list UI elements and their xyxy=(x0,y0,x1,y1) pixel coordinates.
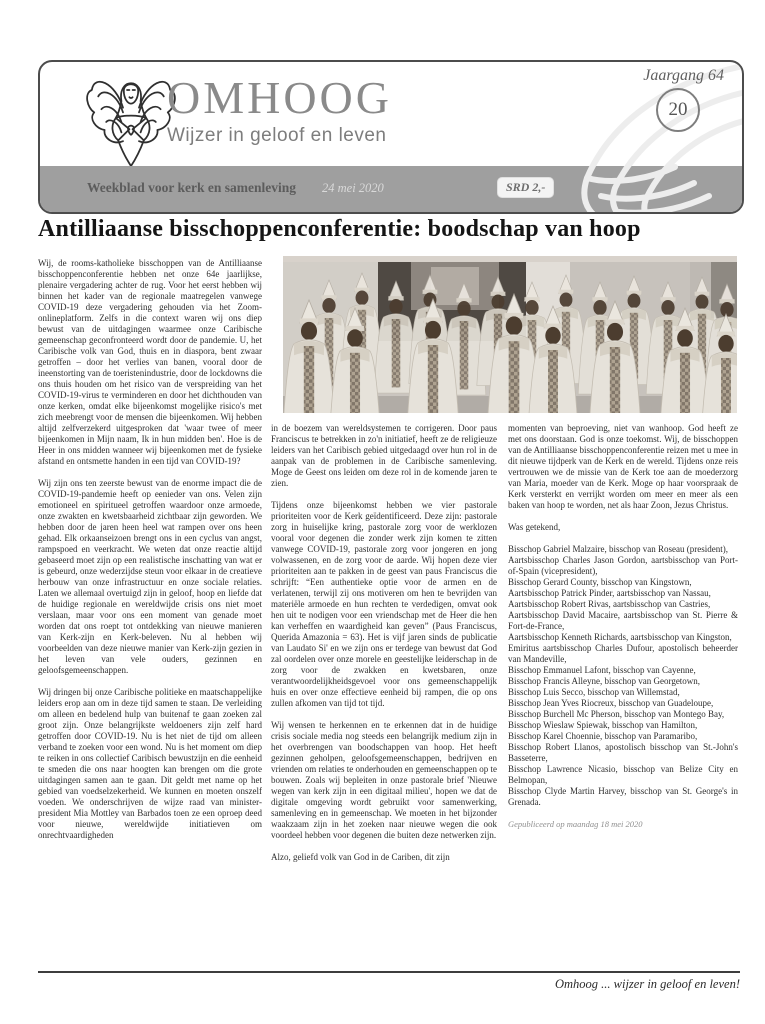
paragraph: momenten van beproeving, niet van wanhoop. God heeft ze met ons doorstaan. God is onze toekomst. Wij, de bisschoppen van de Antilliaanse bisschoppenconferentie reizen met u mee in dit nieuwe tijdperk van de Kerk en de wereld. Tijdens onze reis vertrouwen we de missie van de Kerk toe aan de moederzorg van Maria, moeder van de Kerk. Moge op haar voorspraak de Kerk versterkt en verrijkt worden om meer en meer als een baken van hoop te worden, net als haar Zoon, Jezus Christus. xyxy=(508,423,738,510)
signatory-line: Bisschop Wieslaw Spiewak, bisschop van Hamilton, xyxy=(508,720,698,730)
footer-motto: Omhoog ... wijzer in geloof en leven! xyxy=(554,977,740,991)
article-body xyxy=(38,256,740,972)
article-headline: Antilliaanse bisschoppenconferentie: boodschap van hoop xyxy=(38,216,641,242)
paper-subtitle: Wijzer in geloof en leven xyxy=(167,125,387,146)
paragraph: Was getekend, xyxy=(508,522,561,532)
paper-title: OMHOOG xyxy=(167,72,392,123)
paragraph: Alzo, geliefd volk van God in de Cariben, dit zijn xyxy=(271,852,450,862)
signatory-line: Bisschop Francis Alleyne, bisschop van Georgetown, xyxy=(508,676,701,686)
signatory-line: Bisschop Emmanuel Lafont, bisschop van Cayenne, xyxy=(508,665,696,675)
signatory-line: Bisschop Gabriel Malzaire, bisschop van Roseau (president), xyxy=(508,544,728,554)
issue-number: 20 xyxy=(668,99,688,120)
price-badge: SRD 2,- xyxy=(497,177,554,198)
article-column-2 xyxy=(271,423,497,874)
paragraph: Wij dringen bij onze Caribische politieke en maatschappelijke leiders erop aan om in deze tijd samen te staan. De verleiding om alleen en bedelend hulp van buitenaf te gaan zoeken zal groot zijn. Onze belangrijkste weldoeners zijn zelf hard getroffen door COVID-19. Nu is het niet de tijd om alleen verband te zoeken voor een wond. Nu is het moment om diep te reiken in ons collectief Caribisch bewustzijn en die eenheid te smeden die ons naar hoogten kan brengen om die grote uitdagingen samen aan te gaan. Dit geldt met name op het gebied van voedselzekerheid. We kunnen en moeten onszelf voeden. We onderschrijven de wijze raad van minister-president Mia Mottley van Barbados toen ze een oproep deed voor nieuwe, wereldwijde initiatieven om onrechtvaardigheden xyxy=(38,687,262,840)
masthead xyxy=(38,60,744,214)
signatory-line: Bisschop Gerard County, bisschop van Kingstown, xyxy=(508,577,692,587)
paragraph: Wij wensen te herkennen en te erkennen dat in de huidige crisis sociale media nog steeds een belangrijk medium zijn in het overbrengen van boodschappen van hoop. Het heeft gezinnen geholpen, geloofsgemeenschappen, bedrijven en vrienden om relaties te onderhouden en gemeenschappen op te bouwen. Zoals wij bepleiten in onze pastorale brief 'Nieuwe wegen van kerk zijn in een digitaal milieu', hopen we dat de digitale omgeving wordt gebruikt voor samenwerking, samenleving en in gemeenschap. We moeten in het bijzonder waakzaam zijn in het zoeken naar nieuwe wegen die ook voordeel hebben voor degenen die buiten deze netwerken zijn. xyxy=(271,720,497,840)
issue-number-badge xyxy=(656,88,700,132)
signatory-line: Bisschop Karel Choennie, bisschop van Paramaribo, xyxy=(508,731,698,741)
signatory-line: Emiritus aartsbisschop Charles Dufour, apostolisch beheerder van Mandeville, xyxy=(508,643,738,664)
signatory-line: Aartsbisschop Patrick Pinder, aartsbisschop van Nassau, xyxy=(508,588,711,598)
article-column-1 xyxy=(38,258,262,852)
paragraph: Tijdens onze bijeenkomst hebben we vier pastorale prioriteiten voor de Kerk geïdentificeerd. Deze zijn: pastorale zorg in huiselijke kring, pastorale zorg voor de werklozen vooral voor degenen die zonder werk zijn komen te zitten vanwege COVID-19, pastorale zorg voor jongeren en jong volwassenen, en de zorg voor de aarde. Wij hopen deze vier prioriteiten aan te pakken in de geest van paus Franciscus die schrijft: “Een authentieke optie voor de armen en de verlatenen, terwijl zij ons motiveren om hen te bevrijden van materiële armoede en hun rechten te verdedigen, omvat ook hen uit te nodigen voor een vriendschap met de Heer die hen kan verheffen en waardigheid kan geven” (Paus Franciscus, Querida Amazonia = 63). Het is vijf jaren sinds de publicatie van Laudato Si' en we zijn ons er terdege van bewust dat God zal oordelen over onze morele en geestelijke leiderschap in de zorg voor de zwakken en kwetsbaren, onze verantwoordelijkheidsgevoel voor ons gemeenschappelijk huis en over onze effectieve eenheid bij rampen, die op ons zullen afkomen van tijd tot tijd. xyxy=(271,500,497,708)
signatory-line: Aartsbisschop Robert Rivas, aartsbisschop van Castries, xyxy=(508,599,711,609)
bishops-group-photo xyxy=(283,256,737,413)
signatory-line: Bisschop Burchell Mc Pherson, bisschop van Montego Bay, xyxy=(508,709,725,719)
column-3-paragraphs xyxy=(508,423,738,533)
published-note: Gepubliceerd op maandag 18 mei 2020 xyxy=(508,819,643,829)
paragraph: Wij, de rooms-katholieke bisschoppen van de Antilliaanse bisschoppenconferentie hebben net onze 64e jaarlijkse, plenaire vergadering achter de rug. Voor het eerst hebben wij binnen het kader van de regionale maatregelen vanwege COVID-19 deze vergadering gehouden via het Zoom-onlineplatform. Zelfs in die context waren wij ons diep bewust van de uitdagingen waarmee onze Caribische gemeenschap geconfronteerd wordt door de pandemie. U, het Caribische volk van God, thuis en in diaspora, bent zwaar getroffen – door het verlies van banen, vooral door de ineenstorting van de toeristenindustrie, door de lockdowns die ons thuis houden om het risico van de verspreiding van het COVID-19-virus te verminderen en door het dichthouden van onze kerken, omdat elke bijeenkomst mogelijke risico's met zich meebrengt voor de mensen die bijeenkomen. Wij hebben altijd zelfverzekerd uitgesproken dat 'waar twee of meer bijeenkomen in Mijn naam, Ik in hun midden ben'. Hoe is de Heer in ons midden wanneer wij bijeenkomen met de fysieke afstand en ontsmette handen in een tijd van COVID-19? xyxy=(38,258,262,466)
bishops-photo-graphic xyxy=(283,256,737,413)
article-column-3 xyxy=(508,423,738,830)
signatory-line: Aartsbisschop David Macaire, aartsbisschop van St. Pierre & Fort-de-France, xyxy=(508,610,738,631)
volume-label: Jaargang 64 xyxy=(643,67,724,84)
banner-tagline: Weekblad voor kerk en samenleving xyxy=(87,180,297,195)
signatory-line: Bisschop Lawrence Nicasio, bisschop van Belize City en Belmopan, xyxy=(508,764,738,785)
signatory-line: Bisschop Clyde Martin Harvey, bisschop van St. George's in Grenada. xyxy=(508,786,738,807)
signatory-line: Bisschop Luis Secco, bisschop van Willemstad, xyxy=(508,687,680,697)
paragraph: in de boezem van wereldsystemen te corrigeren. Door paus Franciscus te betrekken in zo'n initiatief, heeft ze de religieuze leiders van het Caribisch gebied uitgedaagd over hun rol in de aanpak van de problemen in de Caribische samenleving. Moge de Geest ons leiden om deze rol in de komende jaren te zien. xyxy=(271,423,497,488)
issue-date: 24 mei 2020 xyxy=(322,181,384,195)
signatory-line: Bisschop Jean Yves Riocreux, bisschop van Guadeloupe, xyxy=(508,698,714,708)
signatory-line: Aartsbisschop Kenneth Richards, aartsbisschop van Kingston, xyxy=(508,632,732,642)
title-block xyxy=(167,74,467,147)
footer-divider xyxy=(38,971,740,973)
signatory-line: Bisschop Robert Llanos, apostolisch bisschop van St.-John's Basseterre, xyxy=(508,742,738,763)
signatory-list xyxy=(508,544,738,808)
paragraph: Wij zijn ons ten zeerste bewust van de enorme impact die de COVID-19-pandemie heeft op eenieder van ons. Velen zijn emotioneel en spiritueel getroffen waardoor onze armoede, onze zwakten en kwetsbaarheid zichtbaar zijn geworden. We hebben door de jaren heen heel wat rampen over ons heen gehad. Elk orkaanseizoen brengt ons in een cyclus van angst, rampspoed en veerkracht. We weten dat onze reactie altijd gebaseerd moet zijn op een realistische inschatting van wat er is gebeurd, onze wederzijdse steun voor elkaar in de creatieve herbouw van onze infrastructuur en onze sociale relaties. Laten we allemaal overtuigd zijn in geloof, hoop en liefde dat de huidige regionale en wereldwijde crisis ons niet moet verslaan, maar voor ons een moment van genade moet worden dat ons roept tot ontdekking van nieuwe manieren van Kerk-zijn en Kerk-beleven. Nu al hebben wij voorbeelden van deze nieuwe manier van Kerk-zijn gezien in het leven van vele ouders, gezinnen en geloofsgemeenschappen. xyxy=(38,478,262,675)
signatory-line: Aartsbisschop Charles Jason Gordon, aartsbisschop van Port-of-Spain (vicepresident), xyxy=(508,555,738,576)
